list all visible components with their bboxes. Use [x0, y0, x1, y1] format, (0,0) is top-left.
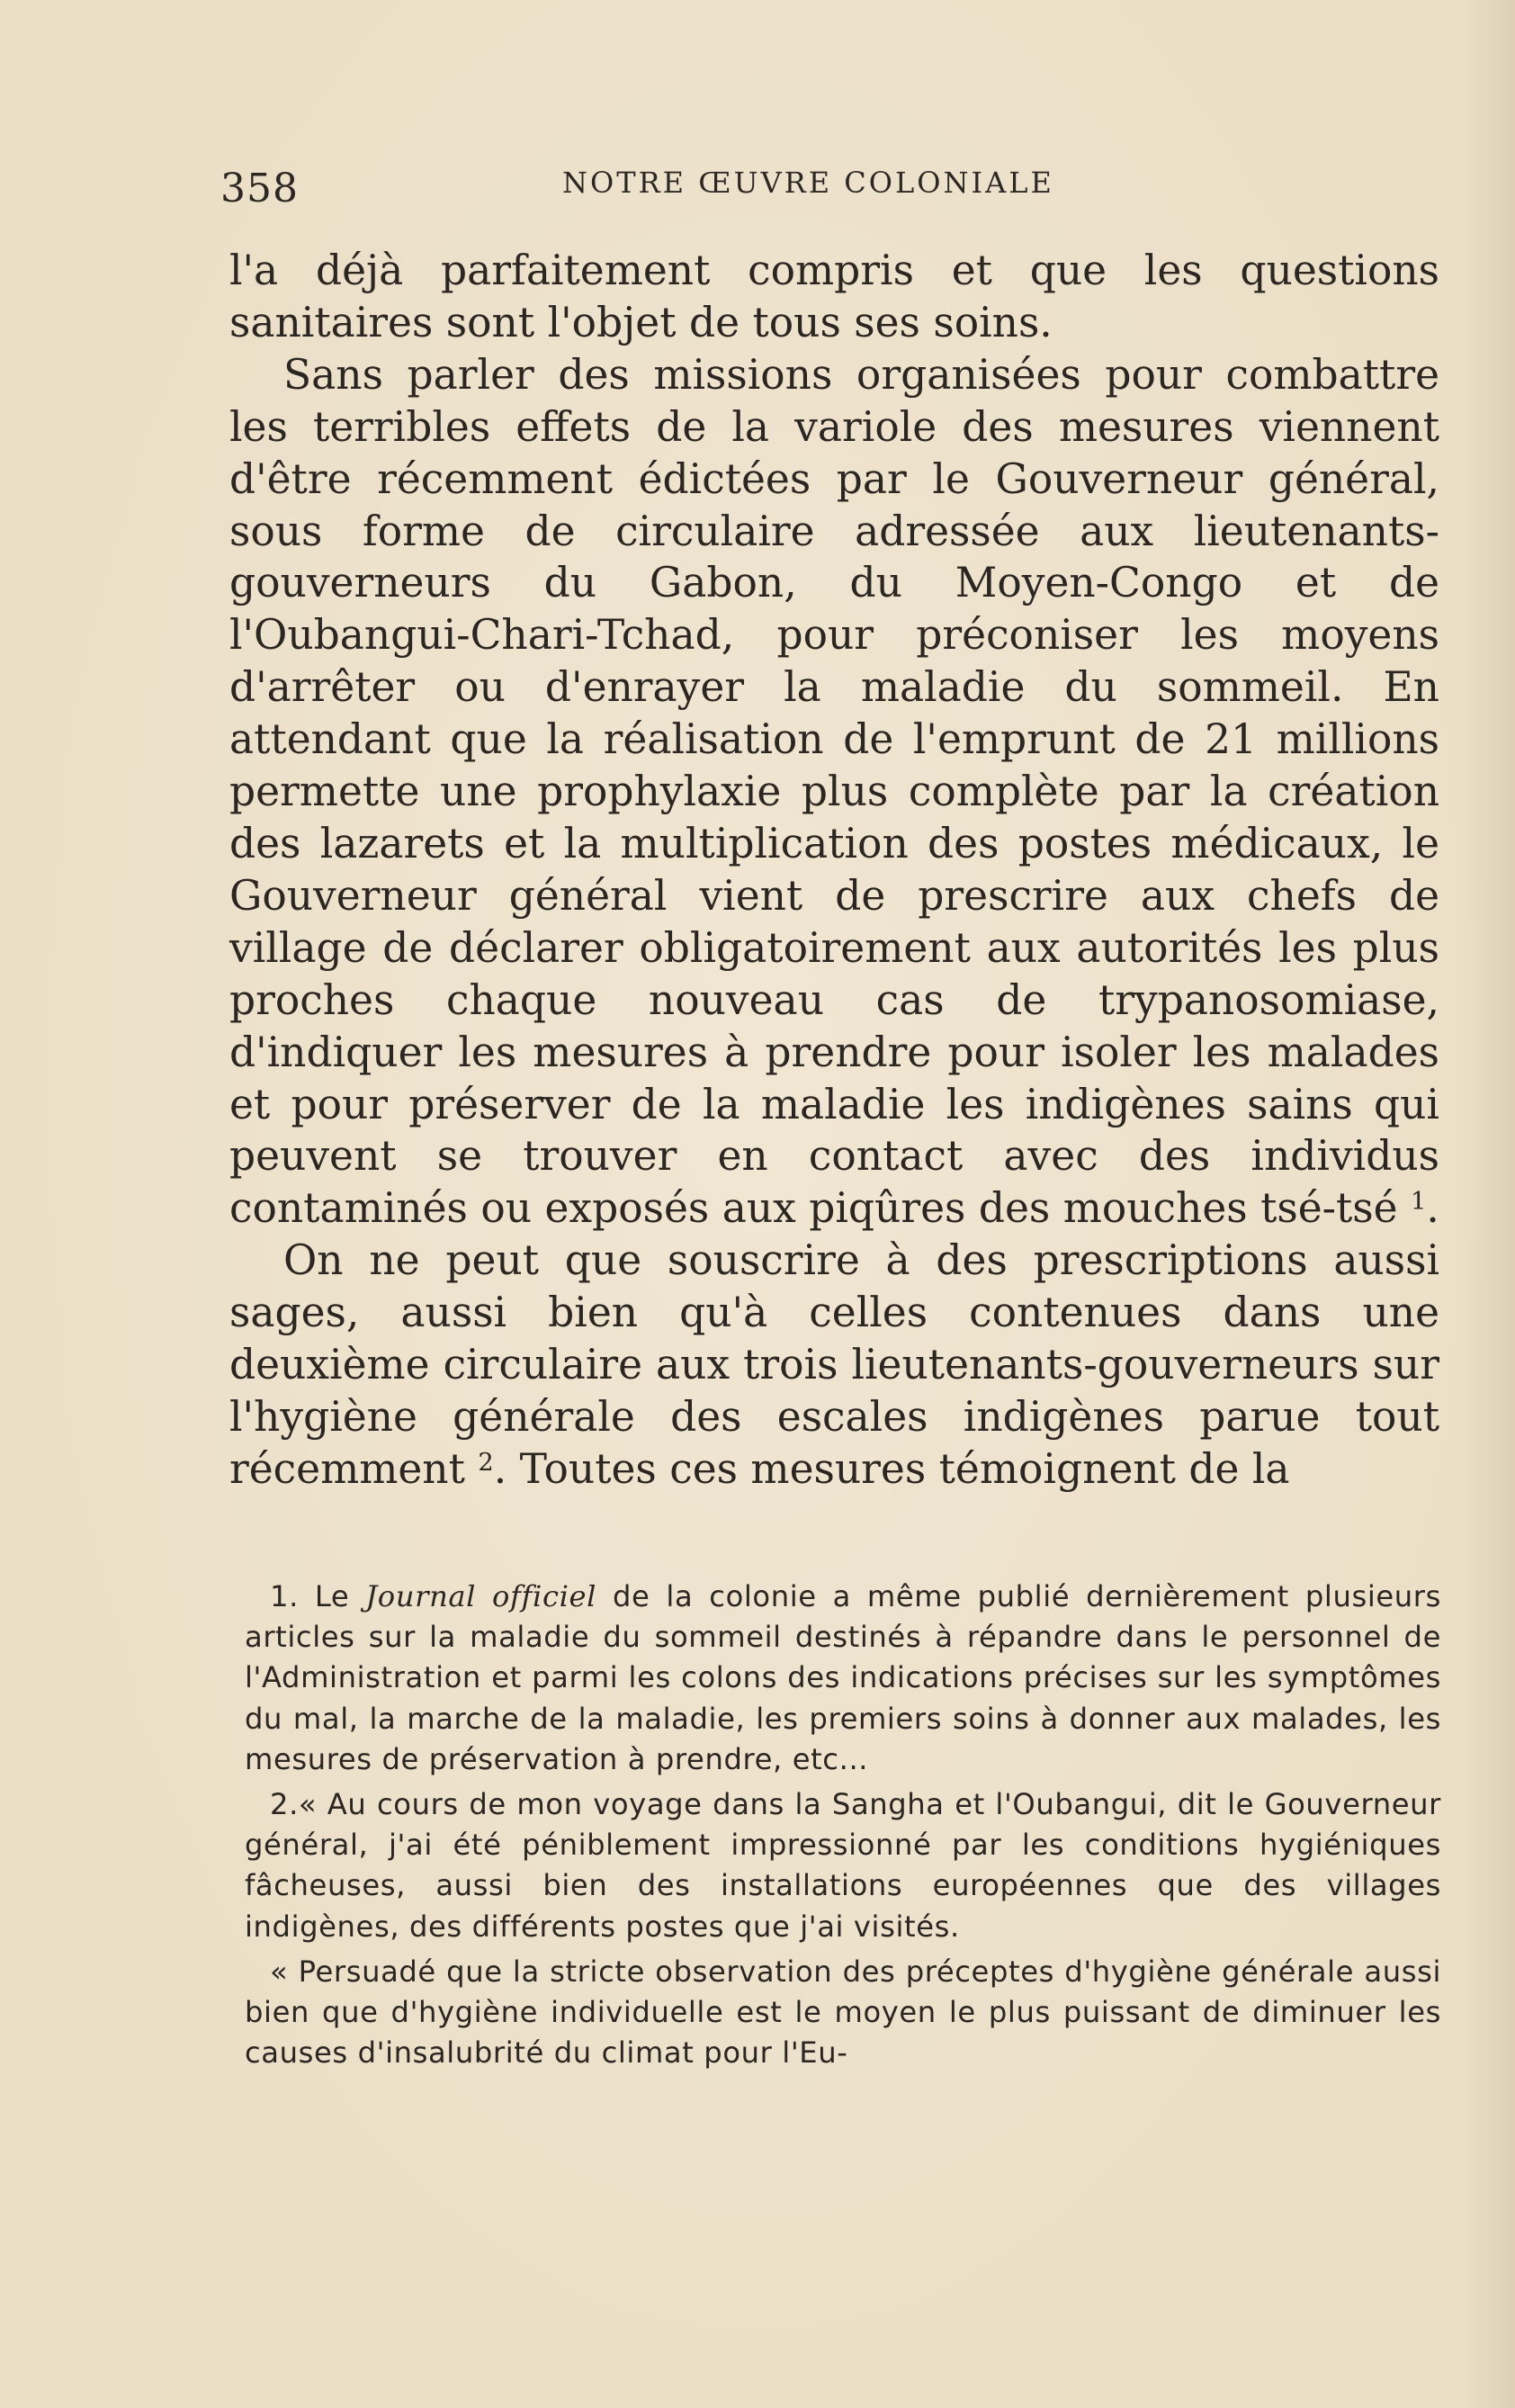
paragraph-3: On ne peut que souscrire à des prescriptions aussi sages, aussi bien qu'à celles contenues dans une deuxième circulaire aux trois lieutenants-gouverneurs sur l'hygiène générale des escales indigènes parue tout récemment $^2$. Toutes ces mesures témoignent de la — [229, 1236, 1439, 1493]
running-head: NOTRE ŒUVRE COLONIALE — [562, 166, 1054, 200]
journal-title: Journal officiel — [365, 1579, 597, 1613]
footnote-2: 2.« Au cours de mon voyage dans la Sangha et l'Oubangui, dit le Gouverneur général, j'ai été péniblement impressionné par les conditions hygiéniques fâcheuses, aussi bien des installations européennes que des villages indigènes, des différents postes que j'ai visités. — [245, 1787, 1441, 1944]
page-header — [220, 160, 1471, 214]
body-text — [229, 245, 1439, 1496]
footnote-1: 1. Le Journal officiel de la colonie a même publié dernièrement plusieurs articles sur la maladie du sommeil destinés à répandre dans le personnel de l'Administration et parmi les colons des indications précises sur les symptômes du mal, la marche de la maladie, les premiers soins à donner aux malades, les mesures de préservation à prendre, etc... — [245, 1579, 1441, 1776]
page-edge-shadow — [1461, 0, 1515, 2408]
paragraph-2: Sans parler des missions organisées pour combattre les terribles effets de la variole des mesures viennent d'être récemment édictées par le Gouverneur général, sous forme de circulaire adressée aux lieutenants-gouverneurs du Gabon, du Moyen-Congo et de l'Oubangui-Chari-Tchad, pour préconiser les moyens d'arrêter ou d'enrayer la maladie du sommeil. En attendant que la réalisation de l'emprunt de 21 millions permette une prophylaxie plus complète par la création des lazarets et la multiplication des postes médicaux, le Gouverneur général vient de prescrire aux chefs de village de déclarer obligatoirement aux autorités les plus proches chaque nouveau cas de trypanosomiase, d'indiquer les mesures à prendre pour isoler les malades et pour préserver de la maladie les indigènes sains qui peuvent se trouver en contact avec des individus contaminés ou exposés aux piqûres des mouches tsé-tsé $^1$. — [229, 350, 1439, 1233]
footnotes — [245, 1577, 1441, 2078]
footnote-ref-2[interactable]: 2 — [478, 1448, 494, 1477]
paragraph-1: l'a déjà parfaitement compris et que les questions sanitaires sont l'objet de tous ses soins. — [229, 247, 1439, 346]
footnote-1-number: 1. — [270, 1579, 299, 1613]
footnote-2-number: 2. — [270, 1787, 299, 1822]
footnote-2-continuation: « Persuadé que la stricte observation des préceptes d'hygiène générale aussi bien que d'hygiène individuelle est le moyen le plus puissant de diminuer les causes d'insalubrité du climat pour l'Eu- — [245, 1954, 1441, 2071]
page-number: 358 — [220, 166, 299, 211]
footnote-ref-1[interactable]: 1 — [1411, 1188, 1427, 1217]
